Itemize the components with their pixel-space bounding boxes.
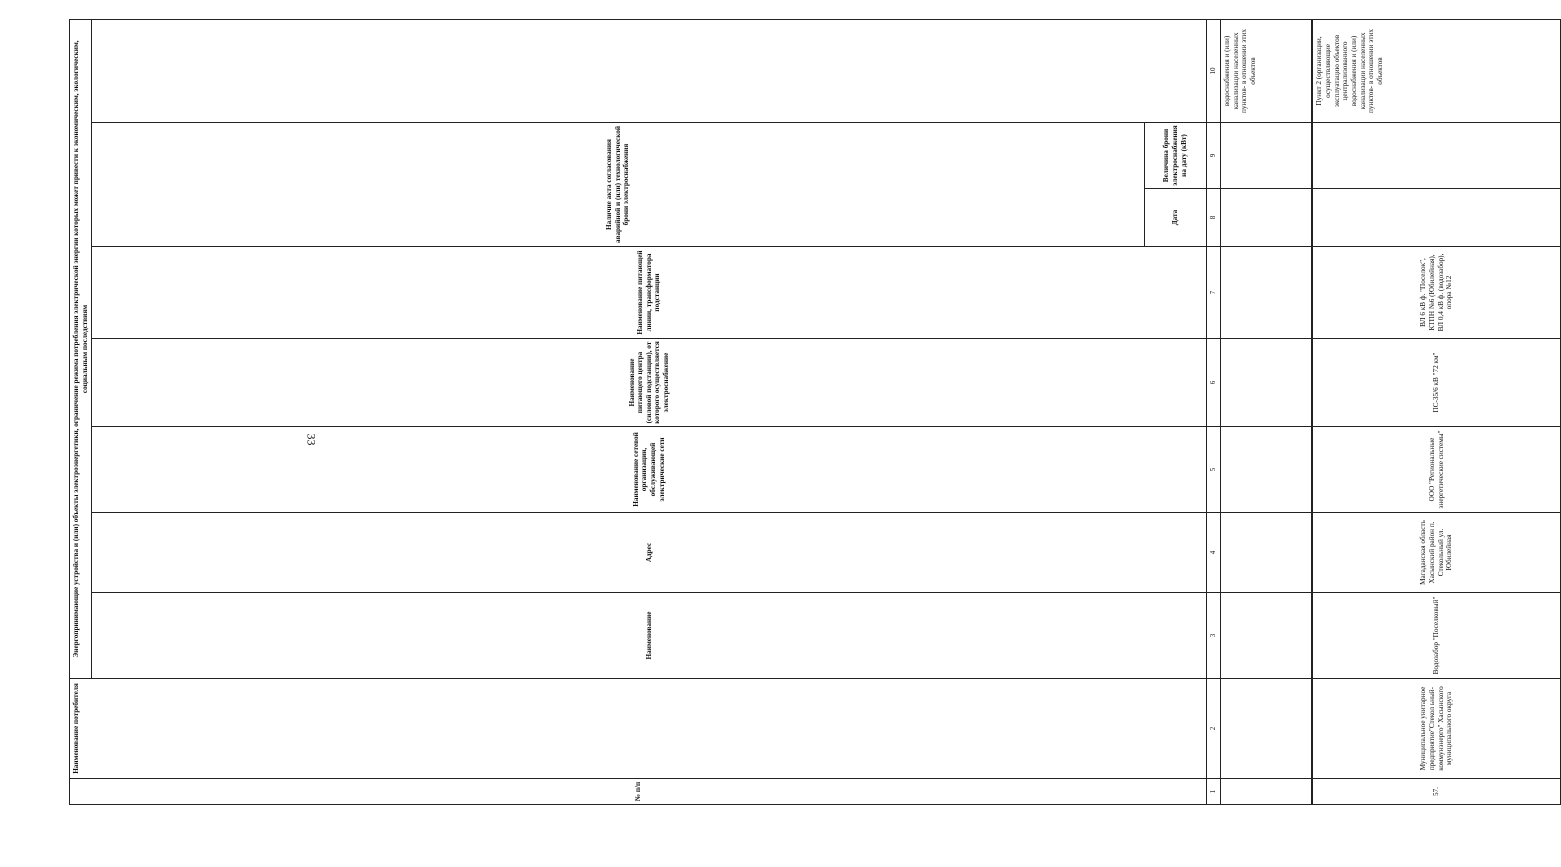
column-number: 7 xyxy=(1206,247,1220,339)
header-address: Адрес xyxy=(92,513,1207,593)
header-group-title: Энергопринимающие устройства и (или) объекты электроэнергетики, ограничение режима потребления электрической энергии которых может привести к экономическим, экологическим, социальным последствиям xyxy=(70,19,92,678)
column-number: 8 xyxy=(1206,189,1220,247)
column-number: 3 xyxy=(1206,593,1220,679)
continuation-cell xyxy=(1220,123,1312,189)
header-name: Наименование xyxy=(92,593,1207,679)
continuation-cell xyxy=(1220,339,1312,427)
column-number: 4 xyxy=(1206,513,1220,593)
continuation-cell xyxy=(1220,779,1312,805)
page-number: 33 xyxy=(304,433,319,446)
continuation-cell xyxy=(1220,189,1312,247)
header-consumer-name: Наименование потребителя xyxy=(70,679,1207,779)
row-category: Пункт 2 (организации, осуществляющие эксплуатацию объектов централизованного водоснабжения и (или) канализации населенных пунктов- в отношении этих объектов xyxy=(1312,19,1560,122)
header-date: Дата xyxy=(1144,189,1206,247)
column-number: 6 xyxy=(1206,339,1220,427)
row-consumer: Муниципальное унитарное предприятие"Стекол ьный-коммунэнерго" Хасынского муниципального округа xyxy=(1312,679,1560,779)
row-reserve-value xyxy=(1312,123,1560,189)
header-reserve-value: Величина брони электроснабжения на дату (кВт) xyxy=(1144,123,1206,189)
continuation-cell xyxy=(1220,427,1312,513)
continuation-cell xyxy=(1220,513,1312,593)
row-address: Магаданская область Хасынский район п. Стекольный ул. Юбилейная xyxy=(1312,513,1560,593)
column-number: 1 xyxy=(1206,779,1220,805)
row-no: 57. xyxy=(1312,779,1560,805)
rotated-table-container xyxy=(69,29,1454,805)
header-lines: Наименование питающей линии, трансформатора подстанции xyxy=(92,247,1207,339)
column-number: 9 xyxy=(1206,123,1220,189)
column-number: 2 xyxy=(1206,679,1220,779)
header-act-group: Наличие акта согласования аварийной и (или) технологической брони электроснабжения xyxy=(92,123,1145,247)
column-number: 5 xyxy=(1206,427,1220,513)
row-lines: ВЛ 6 кВ ф. "Поселок", КТПН №6 (Юбилейная), ВЛ 0,4 кВ ф. (водозабор), опора №12 xyxy=(1312,247,1560,339)
column-number: 10 xyxy=(1206,19,1220,122)
continuation-cell xyxy=(1220,247,1312,339)
continuation-category: водоснабжения и (или) канализации населенных пунктов- в отношении этих объектов xyxy=(1220,19,1312,122)
row-supply-center: ПС-35/6 кВ "72 км" xyxy=(1312,339,1560,427)
row-grid-org: ООО "Региональные энергетические системы" xyxy=(1312,427,1560,513)
consumer-table xyxy=(69,19,1561,805)
row-date xyxy=(1312,189,1560,247)
row-name: Водозабор "Поселковый" xyxy=(1312,593,1560,679)
continuation-cell xyxy=(1220,679,1312,779)
header-grid-org: Наименование сетевой организации, обслуживающей электрические сети xyxy=(92,427,1207,513)
header-no: № п/п xyxy=(70,779,1207,805)
header-supply-center: Наименование питающего центра (силовой подстанции), от которого осуществляется электроснабжение xyxy=(92,339,1207,427)
continuation-cell xyxy=(1220,593,1312,679)
